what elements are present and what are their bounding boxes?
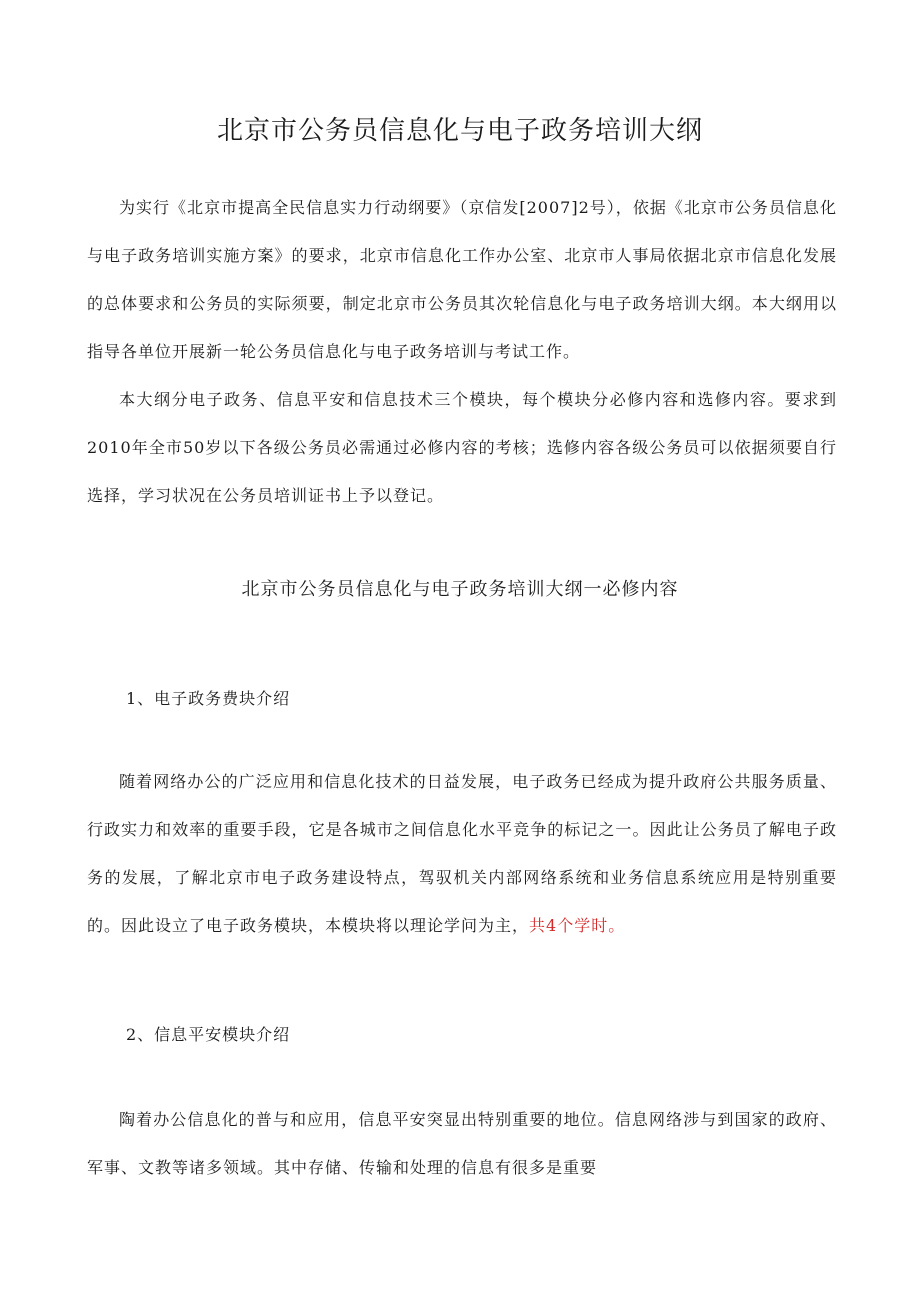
module-heading-1: 1、电子政务费块介绍: [126, 689, 291, 708]
module-heading-2: 2、信息平安模块介绍: [126, 1025, 291, 1044]
module-body-2: 陶着办公信息化的普与和应用，信息平安突显出特别重要的地位。信息网络涉与到国家的政府、军事、文教等诸多领域。其中存储、传输和处理的信息有很多是重要: [87, 1110, 837, 1177]
intro-paragraph-2: 本大纲分电子政务、信息平安和信息技术三个模块，每个模块分必修内容和选修内容。要求到2010年全市50岁以下各级公务员必需通过必修内容的考核；选修内容各级公务员可以依据须要自行选择，学习状况在公务员培训证书上予以登记。: [87, 390, 837, 505]
page-title: 北京市公务员信息化与电子政务培训大纲: [216, 116, 703, 146]
intro-paragraph-1: 为实行《北京市提高全民信息实力行动纲要》（京信发[2007]2号），依据《北京市公务员信息化与电子政务培训实施方案》的要求，北京市信息化工作办公室、北京市人事局依据北京市信息化发展的总体要求和公务员的实际须要，制定北京市公务员其次轮信息化与电子政务培训大纲。本大纲用以指导各单位开展新一轮公务员信息化与电子政务培训与考试工作。: [87, 198, 837, 361]
module-body-1-highlight: 共4个学时。: [529, 916, 626, 935]
module-body-1: [87, 758, 837, 950]
section-title: 北京市公务员信息化与电子政务培训大纲一必修内容: [241, 579, 679, 600]
module-body-1-text: 随着网络办公的广泛应用和信息化技术的日益发展，电子政务已经成为提升政府公共服务质量、行政实力和效率的重要手段，它是各城市之间信息化水平竞争的标记之一。因此让公务员了解电子政务的发展，了解北京市电子政务建设特点，驾驭机关内部网络系统和业务信息系统应用是特别重要的。因此设立了电子政务模块，本模块将以理论学问为主，: [87, 772, 837, 935]
